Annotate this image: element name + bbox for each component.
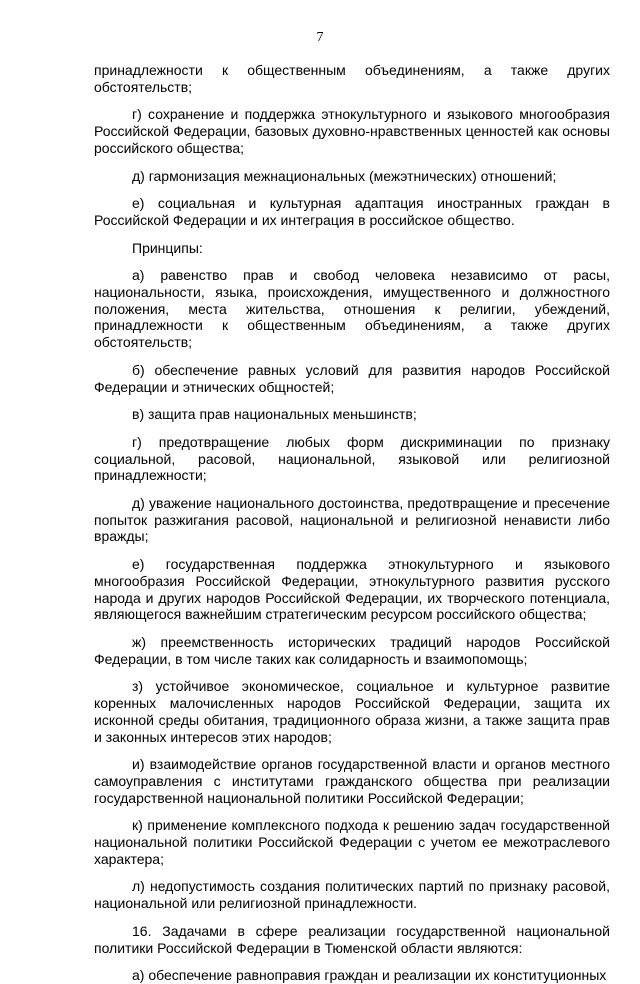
paragraph-goal-e: е) социальная и культурная адаптация иностранных граждан в Российской Федерации и их интеграция в российское общество. <box>94 195 610 228</box>
paragraph-principle-zh: ж) преемственность исторических традиций народов Российской Федерации, в том числе таких как солидарность и взаимопомощь; <box>94 633 610 667</box>
paragraph-goal-d: д) гармонизация межнациональных (межэтнических) отношений; <box>132 167 557 184</box>
paragraph-principle-i: и) взаимодействие органов государственной власти и органов местного самоуправления с институтами гражданского общества при реализации государственной национальной политики Российской Федерации; <box>94 756 610 806</box>
paragraph-principle-b: б) обеспечение равных условий для развития народов Российской Федерации и этнических общностей; <box>94 361 610 395</box>
paragraph-goal-g: г) сохранение и поддержка этнокультурного и языкового многообразия Российской Федерации, базовых духовно-нравственных ценностей как основы российского общества; <box>94 106 610 156</box>
paragraph-principle-g: г) предотвращение любых форм дискриминации по признаку социальной, расовой, национальной, языковой или религиозной принадлежности; <box>94 433 610 484</box>
document-body <box>94 62 610 984</box>
paragraph-continuation: принадлежности к общественным объединениям, а также других обстоятельств; <box>94 62 610 95</box>
page-number: 7 <box>316 30 324 45</box>
paragraph-principle-v: в) защита прав национальных меньшинств; <box>132 406 417 423</box>
paragraph-principle-a: а) равенство прав и свобод человека независимо от расы, национальности, языка, происхождения, имущественного и должностного положения, места жительства, отношения к религии, убеждений, принадлежности к общественным объединениям, а также других обстоятельств; <box>94 267 610 351</box>
paragraph-principle-d: д) уважение национального достоинства, предотвращение и пресечение попыток разжигания расовой, национальной и религиозной ненависти либо вражды; <box>94 495 610 545</box>
paragraph-task-a: а) обеспечение равноправия граждан и реализации их конституционных <box>132 967 607 984</box>
paragraph-section-16: 16. Задачами в сфере реализации государственной национальной политики Российской Федерации в Тюменской области являются: <box>94 922 610 956</box>
principles-heading: Принципы: <box>132 239 203 256</box>
paragraph-principle-k: к) применение комплексного подхода к решению задач государственной национальной политики Российской Федерации с учетом ее межотраслевого характера; <box>94 817 610 867</box>
paragraph-principle-z: з) устойчивое экономическое, социальное и культурное развитие коренных малочисленных народов Российской Федерации, защита их исконной среды обитания, традиционного образа жизни, а также защита прав и законных интересов этих народов; <box>94 678 610 745</box>
paragraph-principle-e: е) государственная поддержка этнокультурного и языкового многообразия Российской Федерации, этнокультурного развития русского народа и других народов Российской Федерации, их творческого потенциала, являющегося важнейшим стратегическим ресурсом российского общества; <box>94 556 610 623</box>
paragraph-principle-l: л) недопустимость создания политических партий по признаку расовой, национальной или религиозной принадлежности. <box>94 878 610 912</box>
